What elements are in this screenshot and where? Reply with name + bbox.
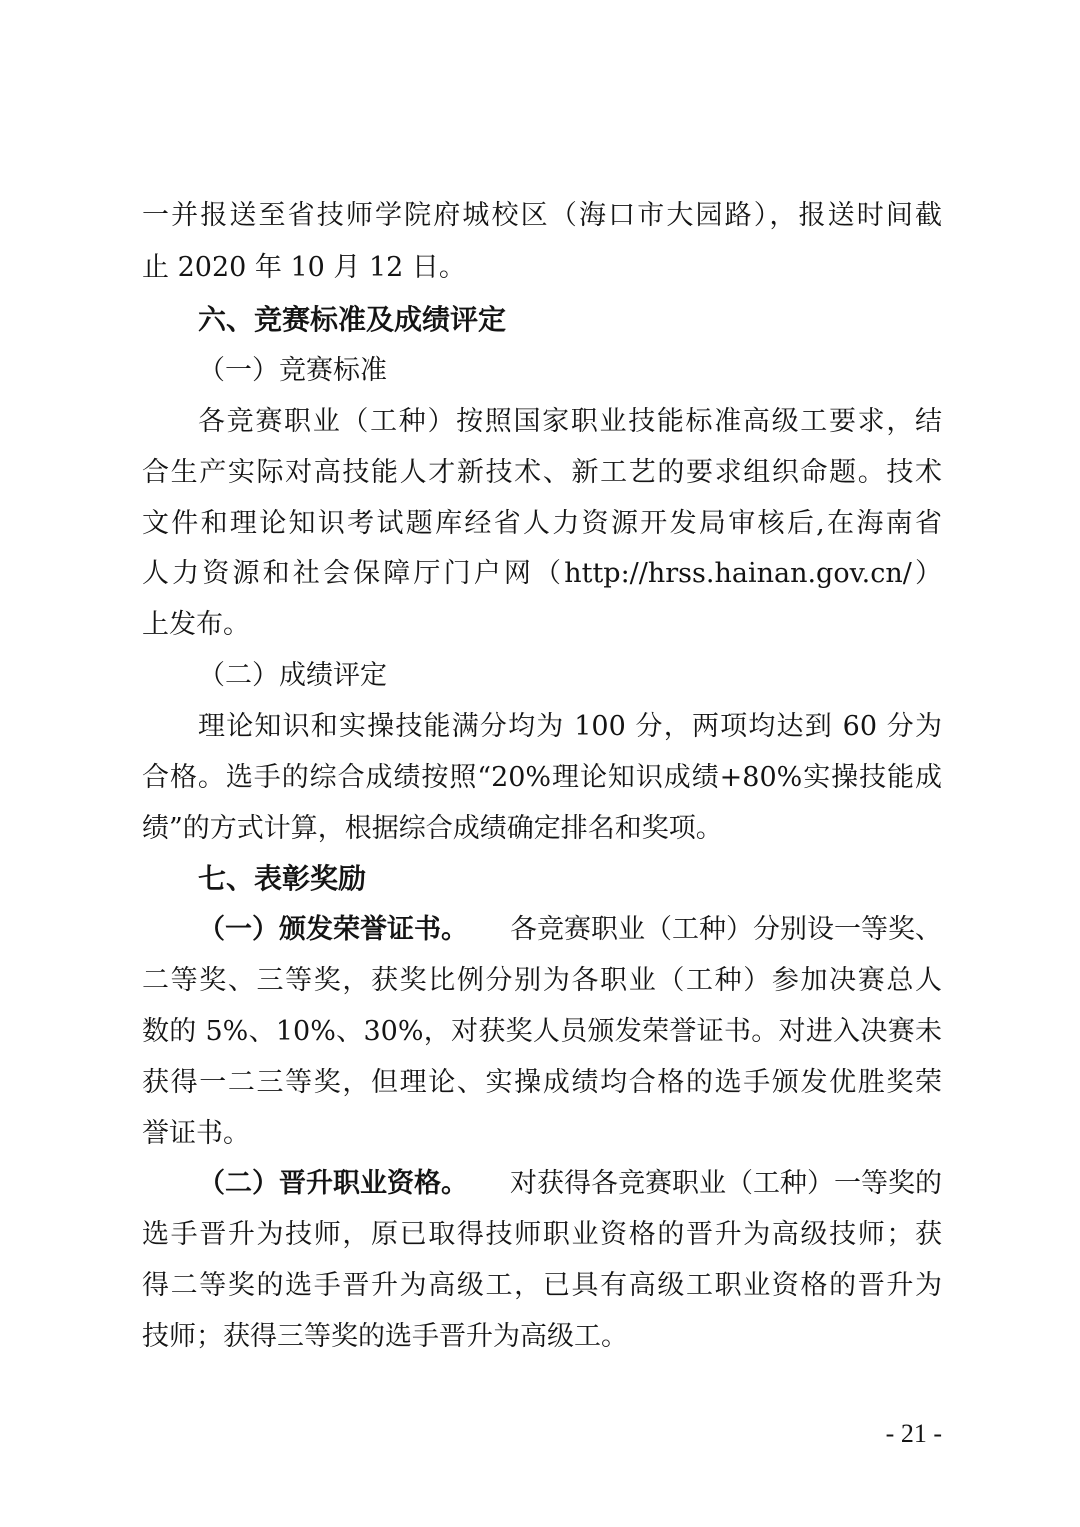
body-line: 各竞赛职业（工种）按照国家职业技能标准高级工要求，结 xyxy=(198,406,942,437)
paragraph-lead-text: 对获得各竞赛职业（工种）一等奖的 xyxy=(510,1168,942,1199)
body-line: 一并报送至省技师学院府城校区（海口市大园路），报送时间截 xyxy=(142,200,942,231)
body-line: 上发布。 xyxy=(142,609,250,640)
body-line: 合生产实际对高技能人才新技术、新工艺的要求组织命题。技术 xyxy=(142,457,942,488)
body-line: 技师；获得三等奖的选手晋升为高级工。 xyxy=(142,1321,628,1352)
body-line: 合格。选手的综合成绩按照“20%理论知识成绩+80%实操技能成 xyxy=(142,762,942,793)
body-line: 获得一二三等奖，但理论、实操成绩均合格的选手颁发优胜奖荣 xyxy=(142,1067,942,1098)
subsection-heading: （一）竞赛标准 xyxy=(198,355,387,386)
body-line: 选手晋升为技师，原已取得技师职业资格的晋升为高级技师；获 xyxy=(142,1219,942,1250)
body-line: 数的 5%、10%、30%，对获奖人员颁发荣誉证书。对进入决赛未 xyxy=(142,1016,942,1047)
paragraph-lead-title: （二）晋升职业资格。 xyxy=(198,1168,468,1199)
paragraph-lead-line xyxy=(198,912,942,948)
page-number: - 21 - xyxy=(885,1419,942,1448)
body-line: 止 2020 年 10 月 12 日。 xyxy=(142,252,466,283)
paragraph-lead-title: （一）颁发荣誉证书。 xyxy=(198,914,468,945)
paragraph-lead-line xyxy=(198,1166,942,1202)
section-heading: 七、表彰奖励 xyxy=(198,862,367,895)
body-line: 得二等奖的选手晋升为高级工，已具有高级工职业资格的晋升为 xyxy=(142,1270,942,1301)
body-line: 誉证书。 xyxy=(142,1118,250,1149)
subsection-heading: （二）成绩评定 xyxy=(198,660,387,691)
section-heading: 六、竞赛标准及成绩评定 xyxy=(198,303,507,336)
body-line: 人力资源和社会保障厅门户网（http://hrss.hainan.gov.cn/） xyxy=(142,558,942,589)
body-line: 文件和理论知识考试题库经省人力资源开发局审核后,在海南省 xyxy=(142,508,942,539)
body-line: 二等奖、三等奖，获奖比例分别为各职业（工种）参加决赛总人 xyxy=(142,965,942,996)
body-line: 理论知识和实操技能满分均为 100 分，两项均达到 60 分为 xyxy=(198,711,942,742)
body-line: 绩”的方式计算，根据综合成绩确定排名和奖项。 xyxy=(142,813,723,844)
paragraph-lead-text: 各竞赛职业（工种）分别设一等奖、 xyxy=(510,914,942,945)
